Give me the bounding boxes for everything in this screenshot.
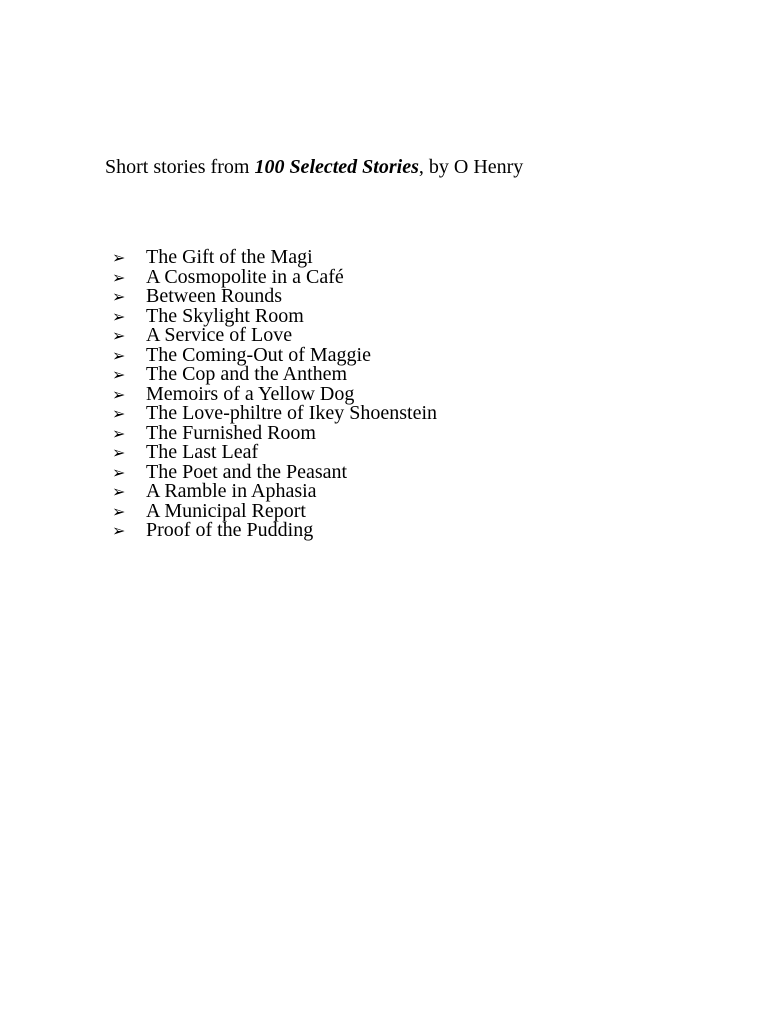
arrow-bullet-icon: ➢ — [112, 462, 126, 482]
heading-prefix: Short stories from — [105, 156, 255, 178]
story-title: The Furnished Room — [146, 421, 316, 444]
page-heading — [105, 154, 523, 180]
arrow-bullet-icon: ➢ — [112, 365, 126, 384]
story-title: A Ramble in Aphasia — [146, 480, 317, 502]
story-title: The Last Leaf — [146, 441, 259, 463]
arrow-bullet-icon: ➢ — [112, 482, 126, 501]
list-item — [112, 326, 437, 346]
arrow-bullet-icon: ➢ — [112, 248, 126, 267]
arrow-bullet-icon: ➢ — [112, 443, 126, 462]
arrow-bullet-icon: ➢ — [112, 521, 126, 540]
arrow-bullet-icon: ➢ — [112, 501, 126, 521]
story-title: Memoirs of a Yellow Dog — [146, 382, 355, 405]
story-list — [112, 248, 437, 541]
story-title: The Cop and the Anthem — [146, 363, 348, 385]
list-item — [112, 443, 437, 463]
arrow-bullet-icon: ➢ — [112, 404, 126, 423]
arrow-bullet-icon: ➢ — [112, 423, 126, 443]
story-title: A Service of Love — [146, 324, 293, 346]
list-item — [112, 248, 437, 268]
story-title: The Skylight Room — [146, 304, 304, 327]
story-title: A Municipal Report — [146, 499, 306, 522]
arrow-bullet-icon: ➢ — [112, 345, 126, 365]
story-title: The Coming-Out of Maggie — [146, 343, 371, 366]
arrow-bullet-icon: ➢ — [112, 267, 126, 287]
story-title: The Poet and the Peasant — [146, 460, 348, 483]
arrow-bullet-icon: ➢ — [112, 384, 126, 404]
story-title: The Love-philtre of Ikey Shoenstein — [146, 402, 438, 424]
heading-suffix: , by O Henry — [418, 156, 524, 178]
book-title: 100 Selected Stories — [254, 156, 419, 178]
arrow-bullet-icon: ➢ — [112, 287, 126, 306]
list-item — [112, 404, 437, 424]
arrow-bullet-icon: ➢ — [112, 326, 126, 345]
arrow-bullet-icon: ➢ — [112, 306, 126, 326]
story-title: Between Rounds — [146, 285, 283, 307]
list-item — [112, 365, 437, 385]
story-title: A Cosmopolite in a Café — [146, 265, 344, 288]
story-title: The Gift of the Magi — [146, 246, 313, 268]
list-item — [112, 521, 437, 541]
list-item — [112, 287, 437, 307]
list-item — [112, 482, 437, 502]
story-title: Proof of the Pudding — [146, 519, 314, 541]
